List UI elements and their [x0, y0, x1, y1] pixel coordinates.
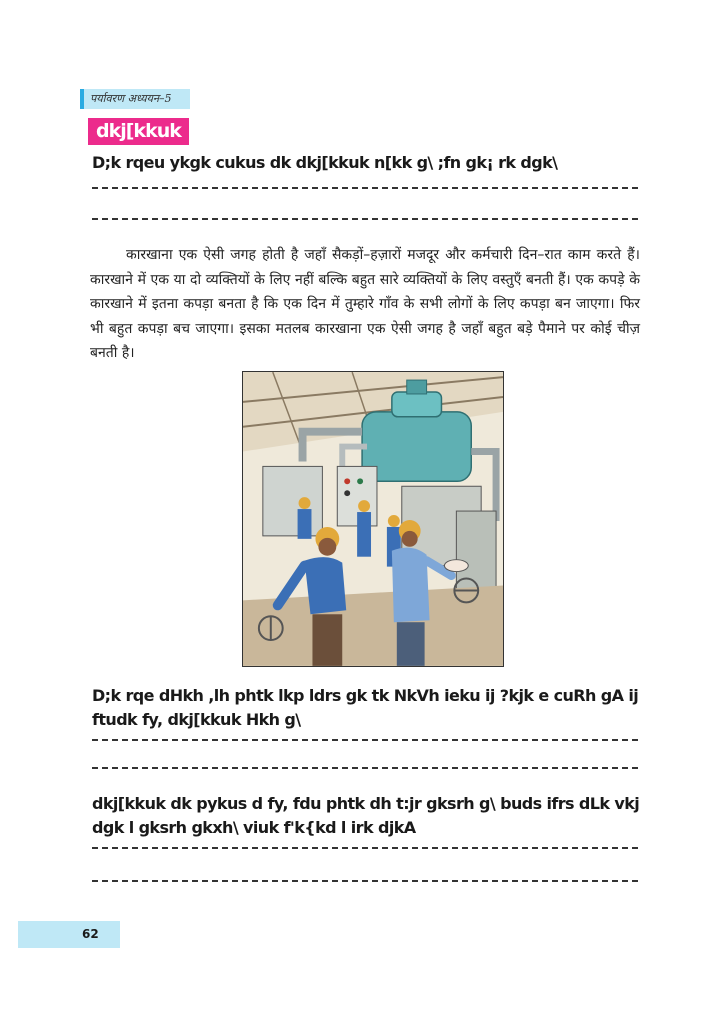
page-number: 62 — [82, 927, 99, 941]
factory-illustration-drawing — [243, 372, 503, 666]
question-2: D;k rqe dHkh ,lh phtk lkp ldrs gk tk NkVh ieku ij ?kjk e cuRh gA ij ftudk fy, dkj[kkuk Hkh g\ — [92, 686, 639, 729]
section-label: dkj[kkuk — [88, 118, 189, 145]
book-title-tab — [80, 89, 190, 109]
question-1: D;k rqeu ykgk cukus dk dkj[kkuk n[kk g\ ;fn gk¡ rk dgk\ — [92, 153, 558, 172]
factory-illustration — [242, 371, 504, 667]
answer-line[interactable] — [92, 739, 638, 741]
book-title: पर्यावरण अध्ययन–5 — [90, 92, 172, 105]
answer-line[interactable] — [92, 880, 638, 882]
answer-line[interactable] — [92, 218, 638, 220]
answer-line[interactable] — [92, 847, 638, 849]
question-3: dkj[kkuk dk pykus d fy, fdu phtk dh t:jr gksrh g\ buds ifrs dLk vkj dgk l gksrh gkxh\ viuk f'k{kd l irk djkA — [92, 794, 640, 837]
answer-line[interactable] — [92, 767, 638, 769]
body-paragraph: कारखाना एक ऐसी जगह होती है जहाँ सैकड़ों–हज़ारों मजदूर और कर्मचारी दिन–रात काम करते हैं। कारखाने में एक या दो व्यक्तियों के लिए नहीं बल्कि बहुत सारे व्यक्तियों के लिए वस्तुएँ बनती हैं। एक कपड़े के कारखाने में इतना कपड़ा बनता है कि एक दिन में तुम्हारे गाँव के सभी लोगों के लिए कपड़ा बन जाएगा। फिर भी बहुत कपड़ा बच जाएगा। इसका मतलब कारखाना एक ऐसी जगह है जहाँ बहुत बड़े पैमाने पर कोई चीज़ बनती है। — [90, 247, 640, 361]
answer-line[interactable] — [92, 187, 638, 189]
